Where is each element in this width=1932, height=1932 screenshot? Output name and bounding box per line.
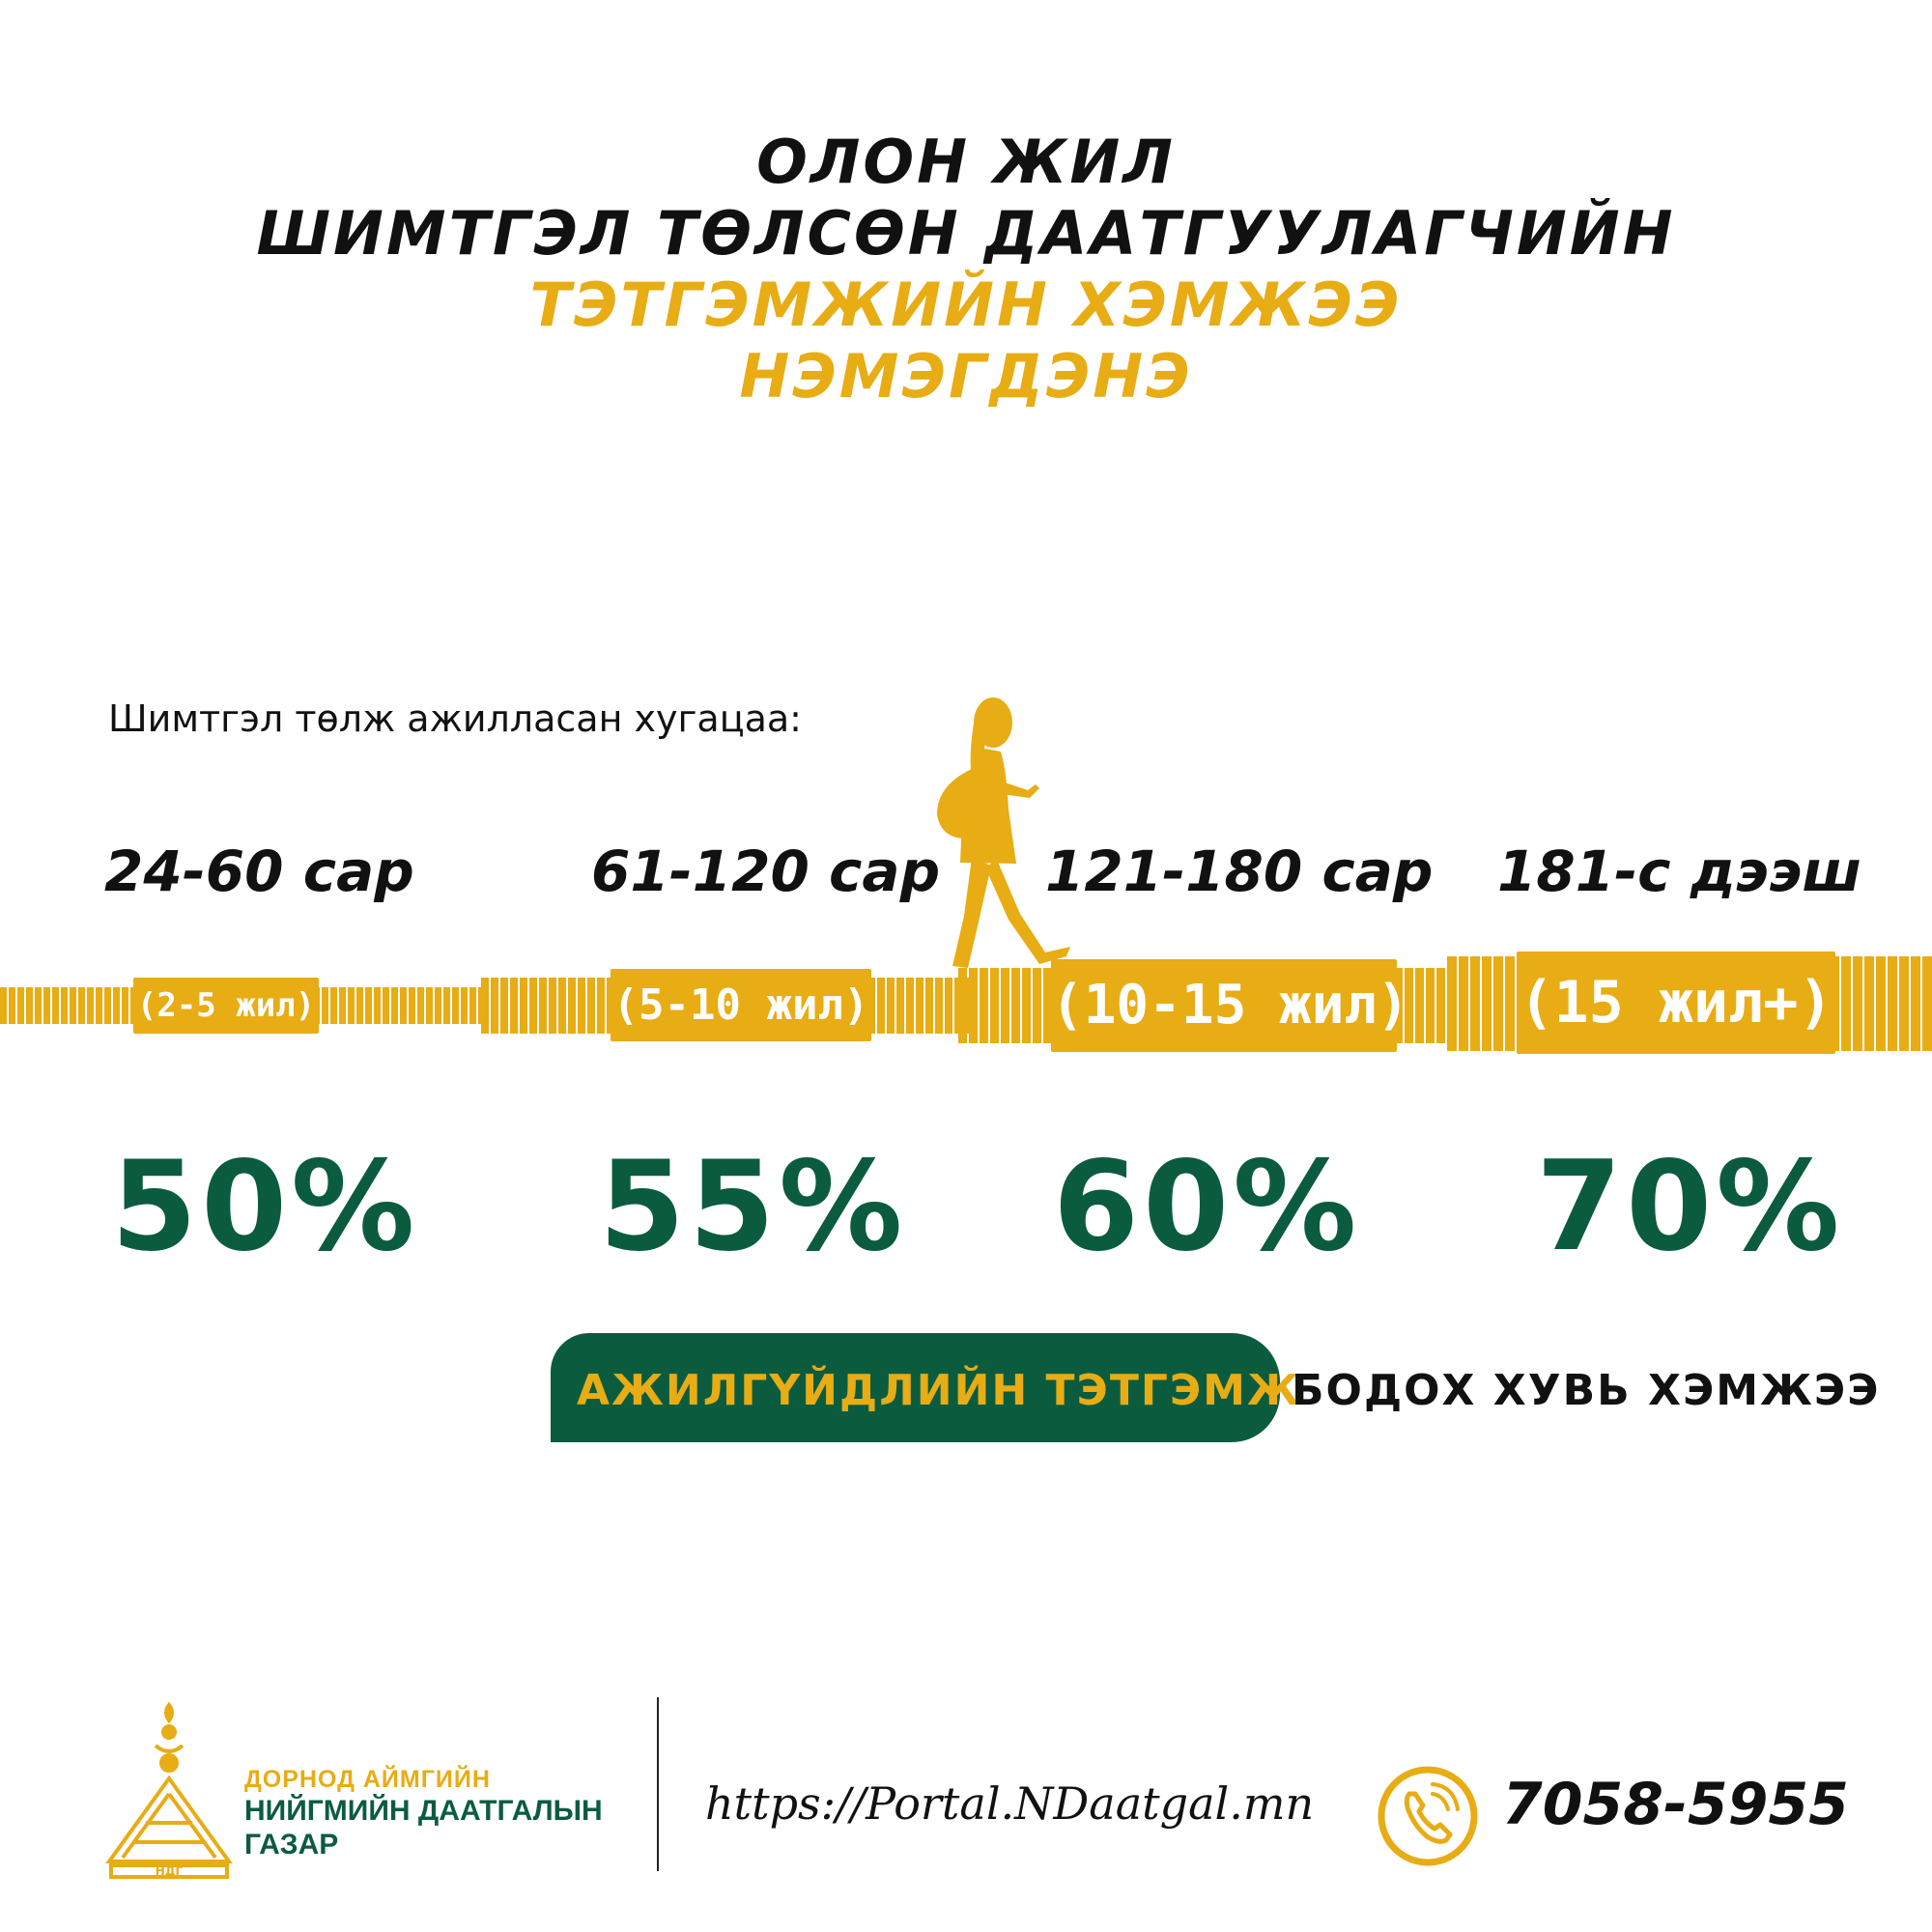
benefit-suffix: БОДОХ ХУВЬ ХЭМЖЭЭ bbox=[1292, 1366, 1881, 1415]
org-name-line-1: ДОРНОД АЙМГИЙН bbox=[244, 1766, 491, 1793]
period-label-4: 181-с дээш bbox=[1497, 838, 1861, 904]
portal-link[interactable]: https://Portal.NDaatgal.mn bbox=[705, 1777, 1315, 1830]
percent-3: 60% bbox=[1053, 1135, 1361, 1279]
period-label-2: 61-120 сар bbox=[591, 838, 941, 904]
percent-1: 50% bbox=[111, 1135, 419, 1279]
phone-ring-icon bbox=[1377, 1765, 1479, 1871]
org-name-line-3: ГАЗАР bbox=[244, 1829, 339, 1861]
years-badge-2: (5-10 жил) bbox=[611, 969, 871, 1041]
title-line-3: ТЭТГЭМЖИЙН ХЭМЖЭЭ bbox=[529, 270, 1403, 340]
footer-divider bbox=[657, 1697, 659, 1871]
years-badge-3: (10-15 жил) bbox=[1051, 959, 1397, 1052]
period-label-3: 121-180 сар bbox=[1045, 838, 1434, 904]
title-line-1: ОЛОН ЖИЛ bbox=[756, 127, 1176, 197]
org-name-line-2: НИЙГМИЙН ДААТГАЛЫН bbox=[244, 1795, 603, 1827]
phone-number[interactable]: 7058-5955 bbox=[1502, 1771, 1849, 1838]
benefit-label: АЖИЛГҮЙДЛИЙН ТЭТГЭМЖ bbox=[577, 1366, 1301, 1415]
subtitle: Шимтгэл төлж ажилласан хугацаа: bbox=[108, 697, 802, 740]
logo-letters: НДГ bbox=[155, 1864, 184, 1878]
percent-2: 55% bbox=[599, 1135, 907, 1279]
title-line-2: ШИМТГЭЛ ТӨЛСӨН ДААТГУУЛАГЧИЙН bbox=[256, 198, 1676, 269]
period-label-1: 24-60 сар bbox=[104, 838, 414, 904]
walking-woman-icon bbox=[908, 694, 1082, 987]
percent-4: 70% bbox=[1536, 1135, 1844, 1279]
years-badge-4: (15 жил+) bbox=[1517, 952, 1835, 1054]
soyombo-pyramid-logo-icon bbox=[101, 1697, 237, 1885]
title-line-4: НЭМЭГДЭНЭ bbox=[739, 341, 1193, 412]
years-badge-1: (2-5 жил) bbox=[133, 978, 319, 1034]
